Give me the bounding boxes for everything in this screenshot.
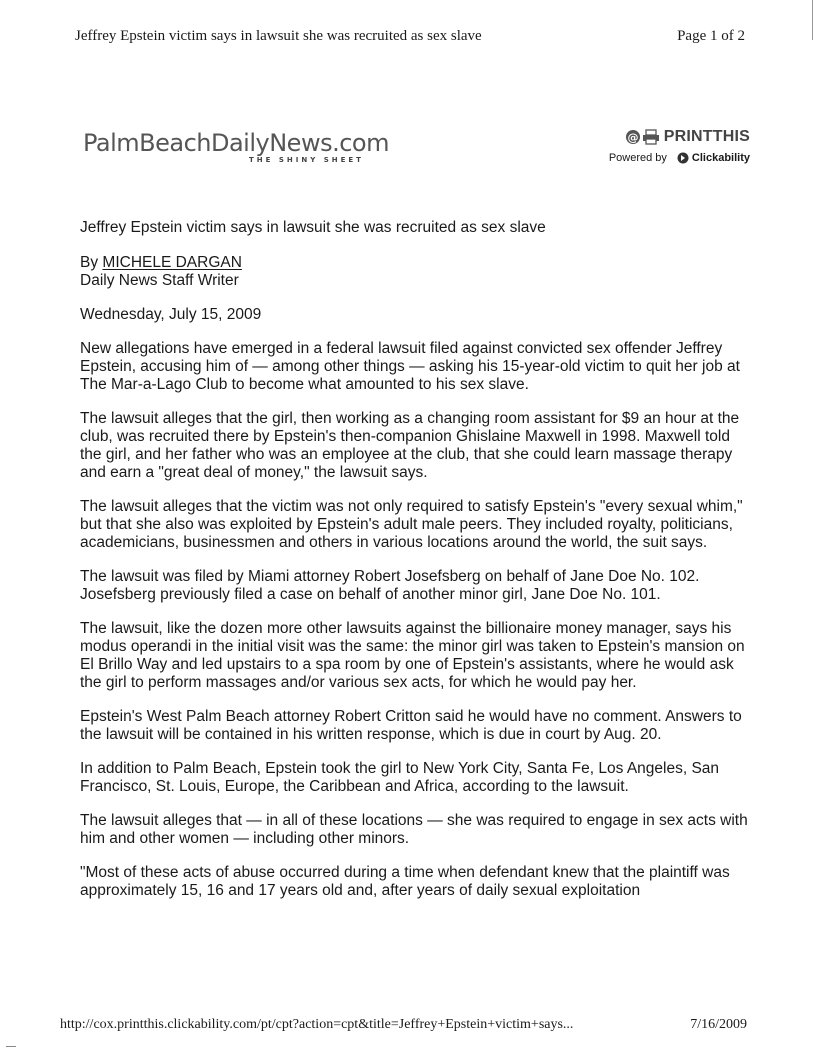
article-paragraph: The lawsuit alleges that the girl, then working as a changing room assistant for $9 an hour at the club, was recruited there by Epstein's then-companion Ghislaine Maxwell in 1998. Maxwell told the girl, and her father who was an employee at the club, that she could learn massage therapy and earn a "great deal of money," the lawsuit says. <box>80 410 740 481</box>
article-headline: Jeffrey Epstein victim says in lawsuit she was recruited as sex slave <box>80 219 546 236</box>
article-paragraph: The lawsuit alleges that the victim was not only required to satisfy Epstein's "every sexual whim," but that she also was exploited by Epstein's adult male peers. They included royalty, politicians, academicians, businessmen and others in various locations around the world, the suit says. <box>80 498 743 551</box>
printthis-badge[interactable] <box>600 128 750 164</box>
scan-edge <box>812 0 813 40</box>
article-paragraph: The lawsuit was filed by Miami attorney Robert Josefsberg on behalf of Jane Doe No. 102. Josefsberg previously filed a case on behalf of another minor girl, Jane Doe No. 101. <box>80 568 700 603</box>
author-link[interactable]: MICHELE DARGAN <box>102 254 242 271</box>
scan-mark <box>6 1046 16 1047</box>
article-date: Wednesday, July 15, 2009 <box>80 306 262 323</box>
article-paragraph: The lawsuit, like the dozen more other lawsuits against the billionaire money manager, says his modus operandi in the initial visit was the same: the minor girl was taken to Epstein's mansion on El Brillo Way and led upstairs to a spa room by one of Epstein's assistants, where he would ask the girl to perform massages and/or various sex acts, for which he would pay her. <box>80 620 745 691</box>
byline <box>80 254 752 290</box>
printer-icon <box>642 129 660 145</box>
print-footer <box>60 1017 747 1033</box>
printthis-icon <box>625 129 660 145</box>
article-paragraph: "Most of these acts of abuse occurred during a time when defendant knew that the plaintiff was approximately 15, 16 and 17 years old and, after years of daily sexual exploitation <box>80 864 730 899</box>
article-paragraph: In addition to Palm Beach, Epstein took the girl to New York City, Santa Fe, Los Angeles, San Francisco, St. Louis, Europe, the Caribbean and Africa, according to the lawsuit. <box>80 760 720 795</box>
site-logo-tagline: THE SHINY SHEET <box>249 156 364 164</box>
print-footer-url: http://cox.printthis.clickability.com/pt/cpt?action=cpt&title=Jeffrey+Epstein+victim+says... <box>60 1017 574 1032</box>
article-paragraph: The lawsuit alleges that — in all of these locations — she was required to engage in sex acts with him and other women — including other minors. <box>80 812 748 847</box>
powered-by-text: Powered by <box>608 152 667 164</box>
byline-prefix: By <box>80 254 103 271</box>
email-icon <box>625 129 641 145</box>
site-logo-name: PalmBeachDailyNews.com <box>83 129 389 157</box>
article <box>80 219 752 916</box>
clickability-icon <box>677 152 689 164</box>
printthis-label: PRINTTHIS <box>663 128 750 145</box>
svg-text:@: @ <box>627 131 639 144</box>
clickability-brand <box>677 152 750 164</box>
site-logo[interactable] <box>83 130 389 164</box>
print-header-title: Jeffrey Epstein victim says in lawsuit she was recruited as sex slave <box>75 28 482 44</box>
author-title: Daily News Staff Writer <box>80 272 239 289</box>
print-header <box>75 28 745 45</box>
clickability-label: Clickability <box>691 152 750 164</box>
print-footer-date: 7/16/2009 <box>690 1017 747 1032</box>
article-paragraph: Epstein's West Palm Beach attorney Robert Critton said he would have no comment. Answers to the lawsuit will be contained in his written response, which is due in court by Aug. 20. <box>80 708 742 743</box>
print-header-page: Page 1 of 2 <box>677 28 745 44</box>
article-paragraph: New allegations have emerged in a federal lawsuit filed against convicted sex offender Jeffrey Epstein, accusing him of — among other things — asking his 15-year-old victim to quit her job at The Mar-a-Lago Club to become what amounted to his sex slave. <box>80 340 740 393</box>
